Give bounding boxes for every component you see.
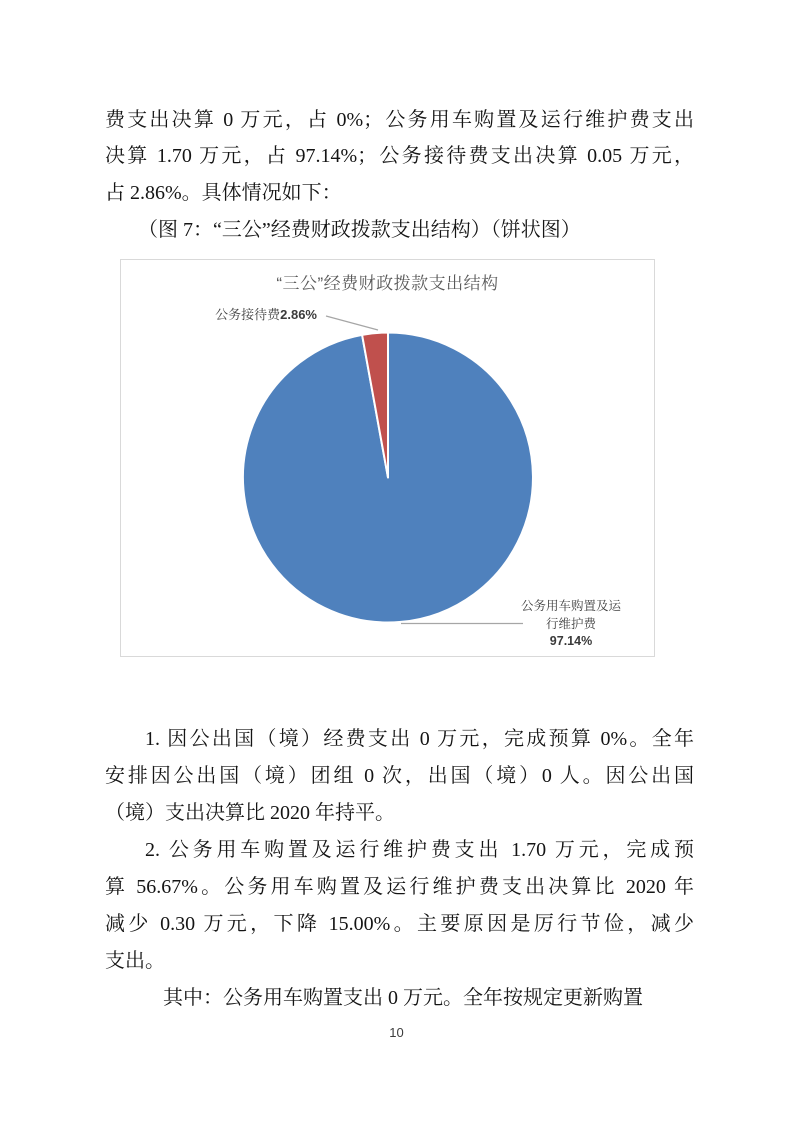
data-label-small-pct: 2.86%	[280, 307, 317, 322]
leader-line-small-slice	[326, 316, 378, 330]
body-text-line: 决算 1.70 万元，占 97.14%；公务接待费支出决算 0.05 万元，	[105, 145, 694, 168]
pie-chart-figure	[120, 259, 655, 657]
data-label-small-name: 公务接待费	[215, 307, 281, 322]
body-text-line: 2. 公务用车购置及运行维护费支出 1.70 万元，完成预	[145, 838, 694, 861]
body-text-line: 减少 0.30 万元，下降 15.00%。主要原因是厉行节俭，减少	[105, 912, 694, 935]
body-text-line: 安排因公出国（境）团组 0 次，出国（境）0 人。因公出国	[105, 764, 694, 787]
data-label-large-name-line2: 行维护费	[545, 616, 597, 631]
body-text-line: （境）支出决算比 2020 年持平。	[105, 801, 395, 824]
data-label-small-slice	[215, 304, 317, 323]
body-text-line: 占 2.86%。具体情况如下：	[105, 181, 342, 204]
intro-paragraph	[105, 102, 694, 249]
body-text-line: 支出。	[105, 949, 165, 972]
body-text-line: 算 56.67%。公务用车购置及运行维护费支出决算比 2020 年	[105, 875, 694, 898]
body-text-line: 1. 因公出国（境）经费支出 0 万元，完成预算 0%。全年	[145, 727, 694, 750]
data-label-large-name-line1: 公务用车购置及运	[520, 599, 622, 613]
chart-title: “三公”经费财政拨款支出结构	[276, 274, 499, 293]
body-text-line: 费支出决算 0 万元，占 0%；公务用车购置及运行维护费支出	[105, 108, 694, 131]
data-label-large-slice	[521, 598, 621, 651]
body-text-line: 其中：公务用车购置支出 0 万元。全年按规定更新购置	[163, 986, 643, 1009]
detail-paragraphs	[105, 721, 694, 1017]
page-number: 10	[389, 1025, 404, 1040]
data-label-large-pct: 97.14%	[549, 634, 593, 648]
figure-caption: （图 7：“三公”经费财政拨款支出结构）（饼状图）	[138, 218, 581, 241]
